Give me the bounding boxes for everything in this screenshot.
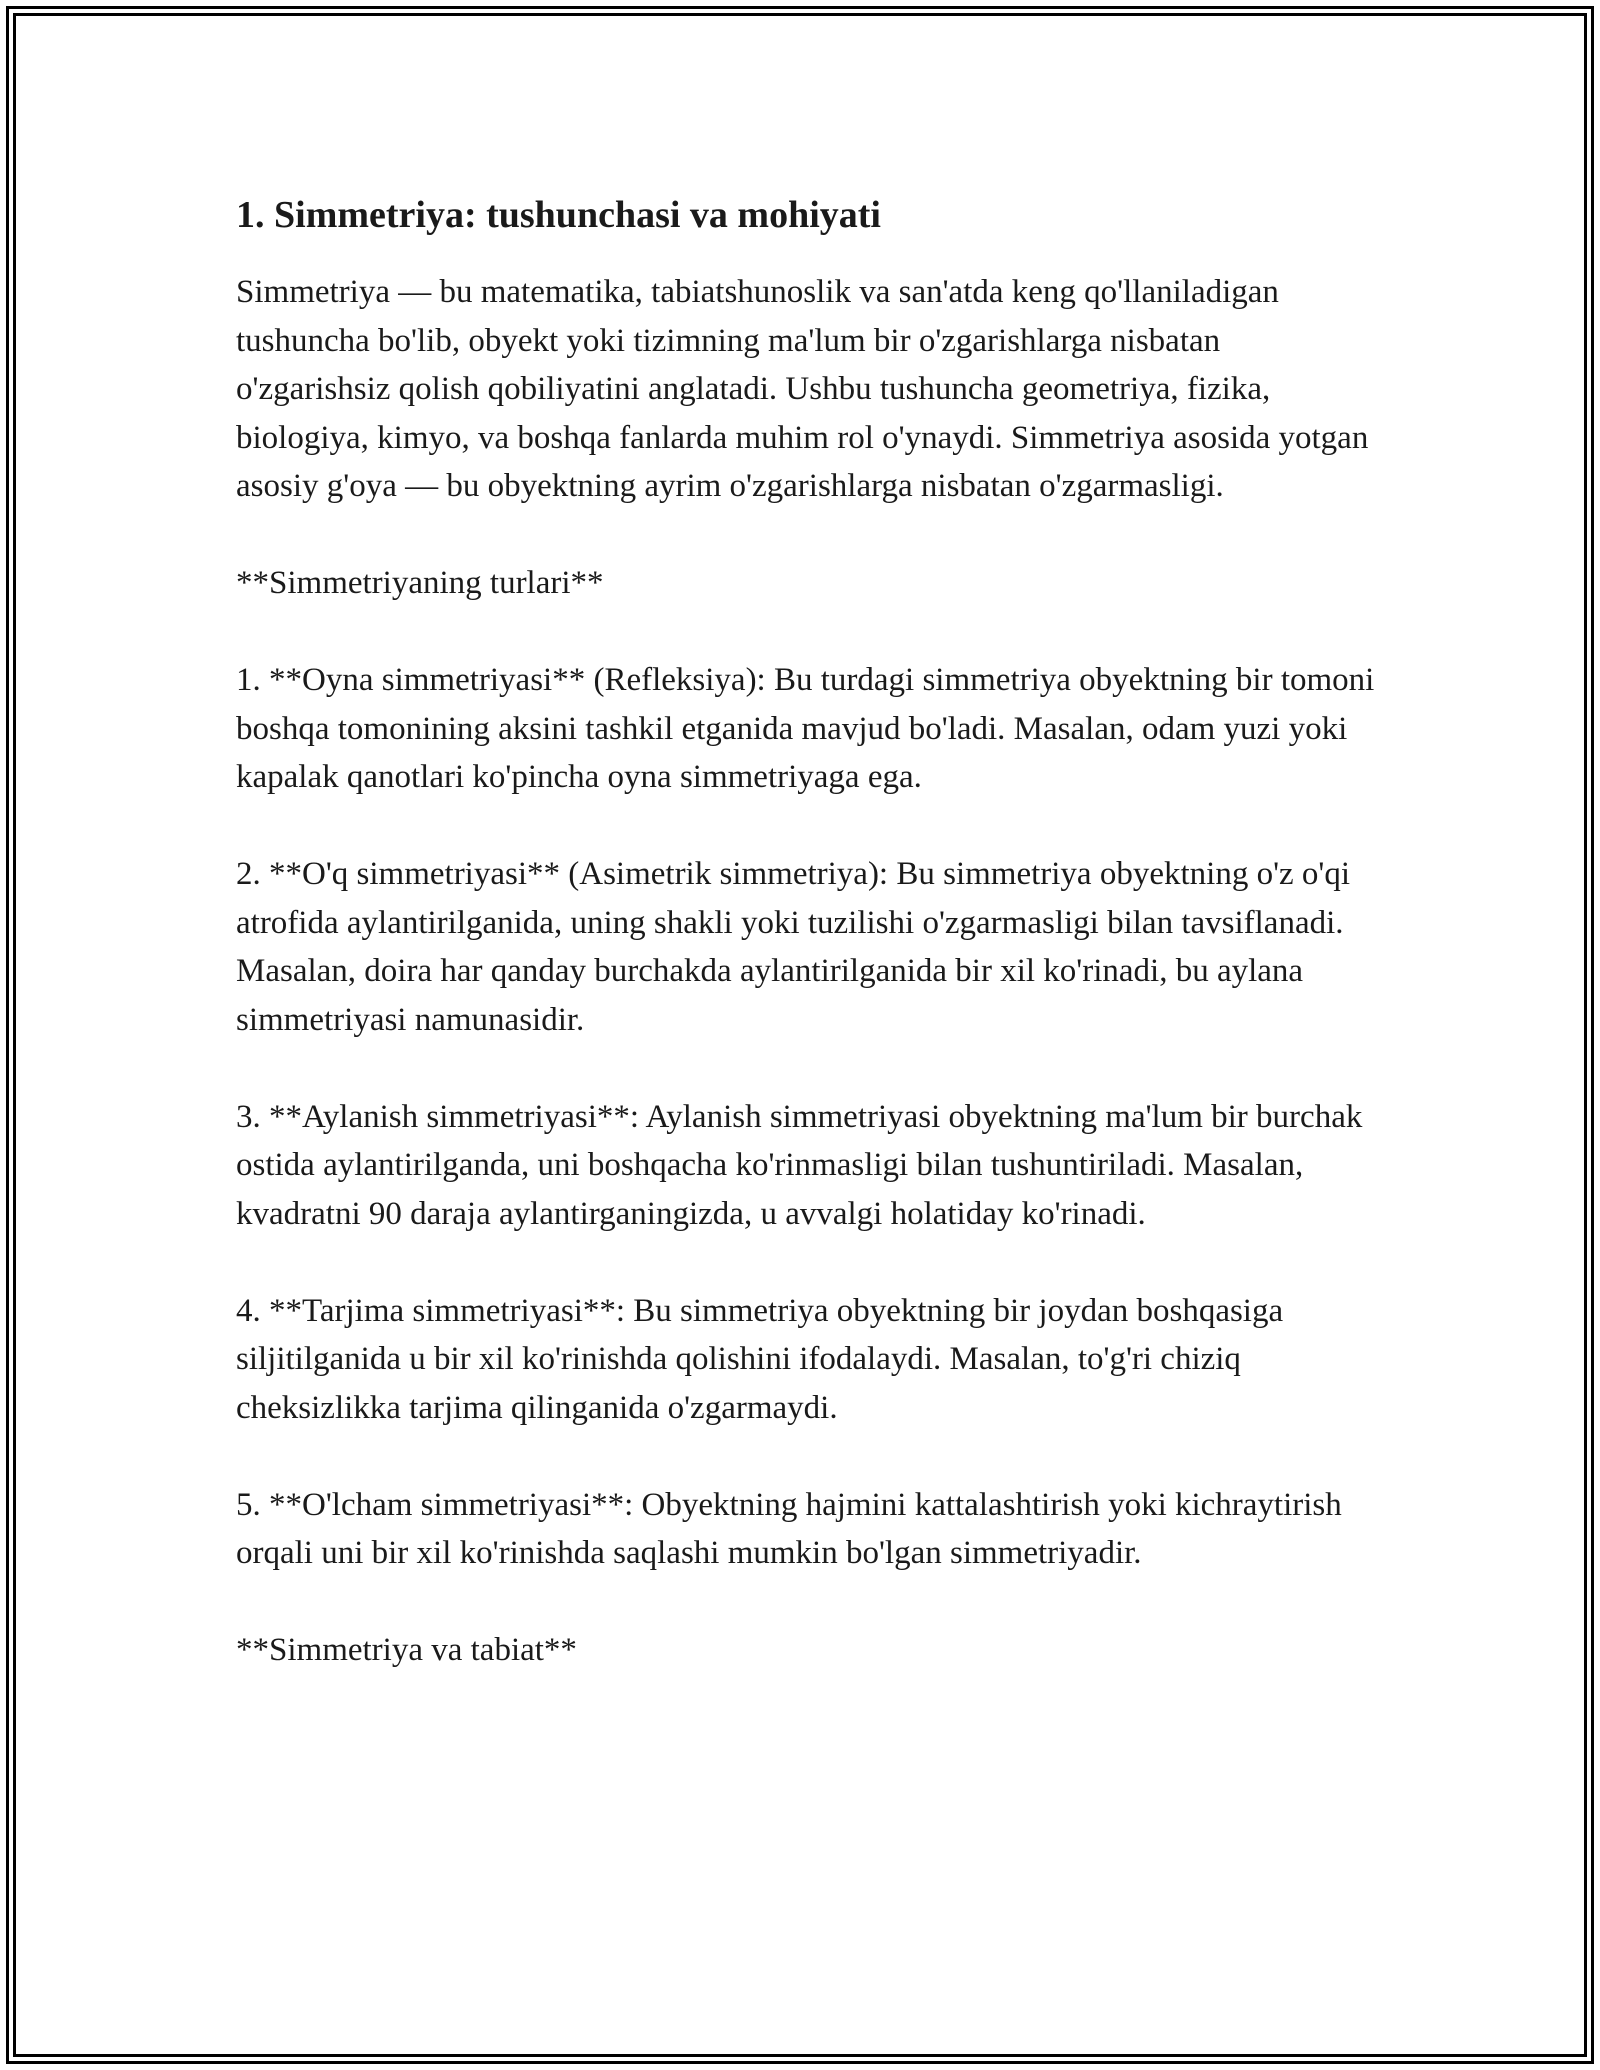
document-body [236, 188, 1376, 1675]
list-item-translation-symmetry: 4. **Tarjima simmetriyasi**: Bu simmetriya obyektning bir joydan boshqasiga siljitilganida u bir xil ko'rinishda qolishini ifodalaydi. Masalan, to'g'ri chiziq cheksizlikka tarjima qilinganida o'zgarmaydi. [236, 1292, 1284, 1426]
list-item-axis-symmetry: 2. **O'q simmetriyasi** (Asimetrik simmetriya): Bu simmetriya obyektning o'z o'qi atrofida aylantirilganida, uning shakli yoki tuzilishi o'zgarmasligi bilan tavsiflanadi. Masalan, doira har qanday burchakda aylantirilganida bir xil ko'rinadi, bu aylana simmetriyasi namunasidir. [236, 856, 1351, 1038]
paragraph-gap [236, 1044, 1376, 1093]
paragraph-gap [236, 802, 1376, 851]
list-item-mirror-symmetry: 1. **Oyna simmetriyasi** (Refleksiya): Bu turdagi simmetriya obyektning bir tomoni boshqa tomonining aksini tashkil etganida mavjud bo'ladi. Masalan, odam yuzi yoki kapalak qanotlari ko'pincha oyna simmetriyaga ega. [236, 662, 1375, 795]
intro-paragraph: Simmetriya — bu matematika, tabiatshunoslik va san'atda keng qo'llaniladigan tushuncha bo'lib, obyekt yoki tizimning ma'lum bir o'zgarishlarga nisbatan o'zgarishsiz qolish qobiliyatini anglatadi. Ushbu tushuncha geometriya, fizika, biologiya, kimyo, va boshqa fanlarda muhim rol o'ynaydi. Simmetriya asosida yotgan asosiy g'oya — bu obyektning ayrim o'zgarishlarga nisbatan o'zgarmasligi. [236, 274, 1369, 504]
paragraph-gap [236, 1238, 1376, 1287]
paragraph-gap [236, 608, 1376, 657]
list-item-rotation-symmetry: 3. **Aylanish simmetriyasi**: Aylanish simmetriyasi obyektning ma'lum bir burchak ostida aylantirilganda, uni boshqacha ko'rinmasligi bilan tushuntiriladi. Masalan, kvadratni 90 daraja aylantirganingizda, u avvalgi holatiday ko'rinadi. [236, 1098, 1363, 1232]
types-heading: **Simmetriyaning turlari** [236, 565, 604, 601]
section-title: 1. Simmetriya: tushunchasi va mohiyati [236, 194, 881, 236]
paragraph-gap [236, 1578, 1376, 1627]
paragraph-gap [236, 511, 1376, 560]
list-item-scale-symmetry: 5. **O'lcham simmetriyasi**: Obyektning hajmini kattalashtirish yoki kichraytirish orqali uni bir xil ko'rinishda saqlashi mumkin bo'lgan simmetriyadir. [236, 1486, 1342, 1571]
paragraph-gap [236, 1432, 1376, 1481]
nature-heading: **Simmetriya va tabiat** [236, 1632, 577, 1668]
